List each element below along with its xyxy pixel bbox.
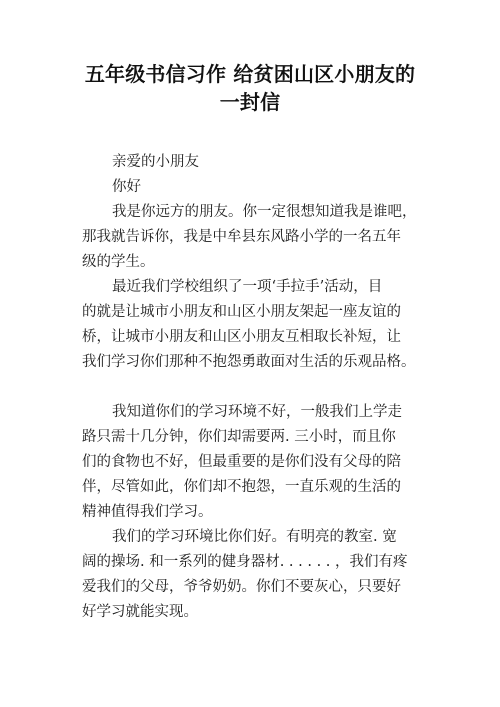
- title-line: 五年级书信习作 给贫困山区小朋友的: [84, 62, 416, 86]
- paragraph-line: 阔的操场. 和一系列的健身器材. . . . . . ，我们有疼: [82, 554, 408, 570]
- paragraph-line: 我们学习你们那种不抱怨勇敢面对生活的乐观品格。: [82, 354, 416, 370]
- paragraph-line: 爱我们的父母，爷爷奶奶。你们不要灰心，只要好: [82, 579, 401, 595]
- greeting: 你好: [112, 179, 141, 195]
- document-title: [60, 60, 440, 116]
- paragraph-gap: [82, 375, 427, 400]
- paragraph-line: 精神值得我们学习。: [82, 504, 213, 520]
- paragraph: [82, 525, 427, 625]
- letter-body: [82, 150, 427, 625]
- paragraph-line: 我们的学习环境比你们好。有明亮的教室. 宽: [112, 529, 397, 545]
- paragraph-line: 我是你远方的朋友。你一定很想知道我是谁吧，: [112, 204, 417, 220]
- paragraph-line: 那我就告诉你，我是中牟县东风路小学的一名五年: [82, 229, 401, 245]
- paragraph: [82, 275, 427, 375]
- salutation: 亲爱的小朋友: [112, 154, 199, 170]
- paragraph-line: 级的学生。: [82, 254, 155, 270]
- paragraph-line: 路只需十几分钟，你们却需要两. 三小时，而且你: [82, 429, 396, 445]
- paragraph-line: 好学习就能实现。: [82, 604, 198, 620]
- paragraph-line: 我知道你们的学习环境不好，一般我们上学走: [112, 404, 402, 420]
- paragraph-line: 伴，尽管如此，你们却不抱怨，一直乐观的生活的: [82, 479, 401, 495]
- paragraph-line: 们的食物也不好，但最重要的是你们没有父母的陪: [82, 454, 401, 470]
- paragraph: [82, 200, 427, 275]
- paragraph-line: 的就是让城市小朋友和山区小朋友架起一座友谊的: [82, 304, 401, 320]
- paragraph-line: 桥，让城市小朋友和山区小朋友互相取长补短，让: [82, 329, 401, 345]
- title-line: 一封信: [219, 90, 281, 114]
- paragraph: [82, 400, 427, 525]
- paragraph-line: 最近我们学校组织了一项‘手拉手’活动，目: [112, 279, 383, 295]
